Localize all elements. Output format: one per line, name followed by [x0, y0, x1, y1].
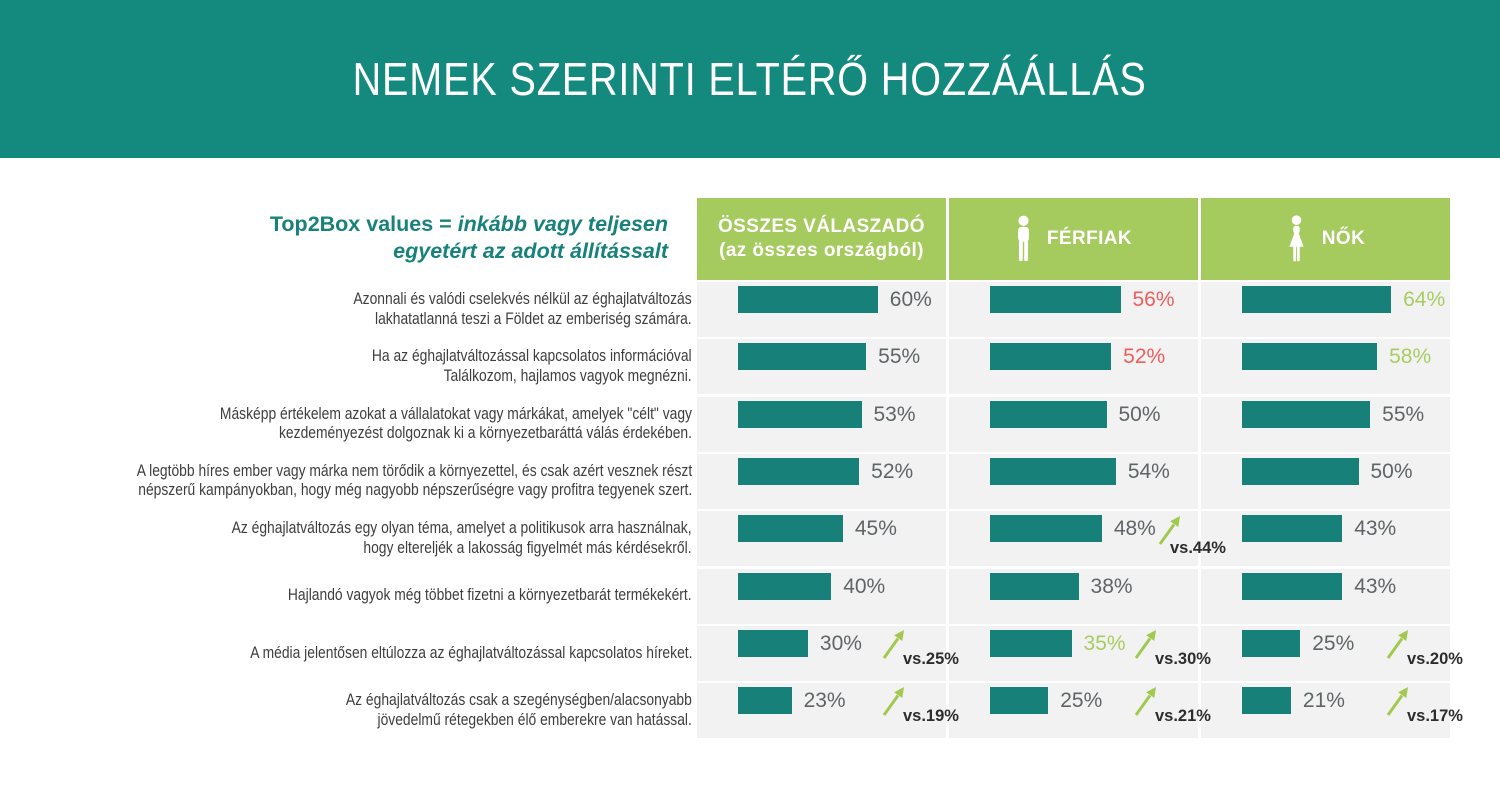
value-label: 56% — [1132, 288, 1175, 311]
value-label: 23% — [803, 689, 846, 713]
statement-lines — [250, 644, 692, 664]
male-icon — [1015, 215, 1032, 263]
vs-label: vs.25% — [903, 649, 959, 668]
statement-line: A legtöbb híres ember vagy márka nem törődik a környezettel, és csak azért vesznek részt — [136, 461, 692, 480]
statement — [0, 339, 692, 394]
chart-cell-men — [949, 397, 1198, 452]
chart-cell-men — [949, 626, 1211, 681]
value-label: 55% — [1382, 402, 1425, 426]
statement-line: jövedelmű rétegekben élő emberekre van hatással. — [377, 710, 692, 729]
value-bar — [1242, 458, 1359, 485]
chart-cell-men — [949, 339, 1198, 394]
table-row — [697, 282, 1450, 337]
value-label: 52% — [871, 459, 914, 483]
chart-cell-total — [697, 683, 959, 738]
statement-line: A média jelentősen eltúlozza az éghajlatváltozással kapcsolatos híreket. — [249, 643, 692, 662]
value-label: 48% — [1113, 517, 1156, 541]
chart-cell-women — [1201, 511, 1450, 566]
value-label: 50% — [1118, 402, 1161, 426]
chart-cell-total — [697, 282, 946, 337]
value-bar — [1242, 515, 1342, 542]
value-label: 25% — [1060, 689, 1103, 713]
page-title: NEMEK SZERINTI ELTÉRŐ HOZZÁÁLLÁS — [353, 53, 1147, 105]
value-label: 30% — [819, 631, 862, 655]
value-bar — [990, 286, 1121, 313]
value-bar — [738, 343, 866, 370]
value-bar — [738, 630, 808, 657]
value-bar — [990, 458, 1116, 485]
value-label: 45% — [854, 517, 897, 541]
value-bar — [1242, 630, 1300, 657]
column-header-total-line2: (az összes országból) — [719, 240, 924, 261]
value-label: 25% — [1312, 631, 1355, 655]
value-bar — [990, 630, 1072, 657]
value-label: 54% — [1127, 459, 1170, 483]
statement-line: Ha az éghajlatváltozással kapcsolatos információval — [372, 347, 692, 366]
column-header-women — [1201, 198, 1450, 280]
statement — [0, 626, 692, 681]
statement-line: népszerű kampányokban, hogy még nagyobb népszerűségre vagy profitra tegyenek szert. — [138, 481, 692, 500]
statement-lines — [354, 290, 692, 329]
value-label: 40% — [843, 574, 886, 598]
chart-cell-total — [697, 511, 946, 566]
value-bar — [738, 401, 862, 428]
statement-line: Az éghajlatváltozás csak a szegénységben/alacsonyabb — [346, 691, 692, 710]
statement-line: Másképp értékelem azokat a vállalatokat vagy márkákat, amelyek "célt" vagy — [219, 404, 692, 423]
column-header-women-label: NŐK — [1321, 228, 1366, 249]
vs-label: vs.30% — [1155, 649, 1211, 668]
value-label: 50% — [1370, 459, 1413, 483]
chart-cell-women — [1201, 397, 1450, 452]
top2box-note-line2: egyetért az adott állítássalt — [393, 239, 668, 263]
value-label: 52% — [1123, 345, 1166, 369]
value-label: 43% — [1354, 574, 1397, 598]
top2box-note — [0, 211, 668, 265]
chart-grid — [697, 0, 1463, 785]
statement — [0, 511, 692, 566]
value-bar — [990, 515, 1102, 542]
value-label: 35% — [1083, 631, 1126, 655]
value-bar — [738, 458, 859, 485]
column-header-men — [949, 198, 1198, 280]
chart-cell-women — [1201, 454, 1450, 509]
statement-line: Az éghajlatváltozás egy olyan téma, amelyet a politikusok arra használnak, — [232, 519, 692, 538]
value-bar — [738, 286, 878, 313]
value-bar — [990, 343, 1111, 370]
statement-line: Azonnali és valódi cselekvés nélkül az éghajlatváltozás — [353, 290, 692, 308]
statement-line: Hajlandó vagyok még többet fizetni a környezetbarát termékekért. — [288, 586, 692, 605]
chart-cell-total — [697, 339, 946, 394]
chart-cell-total — [697, 569, 946, 624]
chart-cell-women — [1201, 626, 1463, 681]
chart-cell-men — [949, 569, 1198, 624]
statement — [0, 683, 692, 738]
statement — [0, 569, 692, 624]
value-bar — [1242, 343, 1377, 370]
chart-cell-women — [1201, 569, 1450, 624]
column-header-men-label: FÉRFIAK — [1046, 228, 1133, 249]
vs-label: vs.19% — [903, 707, 959, 726]
vs-label: vs.17% — [1407, 707, 1463, 726]
vs-label: vs.44% — [1170, 539, 1226, 558]
statement — [0, 454, 692, 509]
value-bar — [738, 515, 843, 542]
statement-lines — [346, 691, 692, 730]
statement-line: lakhatatlanná teszi a Földet az emberiség számára. — [375, 309, 692, 328]
statement — [0, 397, 692, 452]
table-row — [697, 454, 1450, 509]
value-bar — [738, 573, 831, 600]
value-label: 38% — [1090, 574, 1133, 598]
value-label: 58% — [1389, 345, 1432, 369]
table-row — [697, 339, 1450, 394]
chart-cell-men — [949, 683, 1211, 738]
value-bar — [1242, 687, 1291, 714]
chart-cell-women — [1201, 339, 1450, 394]
value-label: 64% — [1403, 288, 1446, 311]
value-bar — [990, 401, 1107, 428]
chart-cell-total — [697, 626, 959, 681]
value-label: 43% — [1354, 517, 1397, 541]
vs-label: vs.20% — [1407, 649, 1463, 668]
chart-cell-total — [697, 397, 946, 452]
statement-line: Találkozom, hajlamos vagyok megnézni. — [443, 366, 692, 385]
table-row — [697, 626, 1463, 681]
chart-cell-men — [949, 454, 1198, 509]
chart-cell-men — [949, 282, 1198, 337]
value-label: 55% — [878, 345, 921, 369]
value-bar — [738, 687, 792, 714]
value-bar — [1242, 401, 1370, 428]
value-label: 21% — [1302, 689, 1345, 713]
value-label: 53% — [873, 402, 916, 426]
chart-cell-total — [697, 454, 946, 509]
statement-line: hogy eltereljék a lakosság figyelmét más kérdésekről. — [363, 538, 692, 557]
value-bar — [1242, 286, 1391, 313]
vs-label: vs.21% — [1155, 707, 1211, 726]
female-icon — [1286, 215, 1307, 263]
statement-lines — [137, 462, 692, 501]
table-row — [697, 569, 1450, 624]
table-row — [697, 511, 1450, 566]
statement-lines — [372, 347, 692, 386]
statement-lines — [220, 405, 692, 444]
value-bar — [990, 687, 1048, 714]
chart-cell-men — [949, 511, 1226, 566]
chart-cell-women — [1201, 683, 1463, 738]
value-bar — [990, 573, 1079, 600]
table-row — [697, 683, 1463, 738]
value-label: 60% — [889, 288, 932, 311]
value-bar — [1242, 573, 1342, 600]
statement-lines — [232, 519, 692, 558]
table-row — [697, 397, 1450, 452]
column-header-total-line1: ÖSSZES VÁLASZADÓ — [718, 216, 925, 237]
statement — [0, 282, 692, 337]
chart-cell-women — [1201, 282, 1450, 337]
statement-lines — [288, 586, 692, 606]
statement-line: kezdeményezést dolgoznak ki a környezetbaráttá válás érdekében. — [279, 424, 692, 443]
top2box-note-line1: Top2Box values = inkább vagy teljesen — [269, 212, 668, 236]
column-header-total — [697, 198, 946, 280]
